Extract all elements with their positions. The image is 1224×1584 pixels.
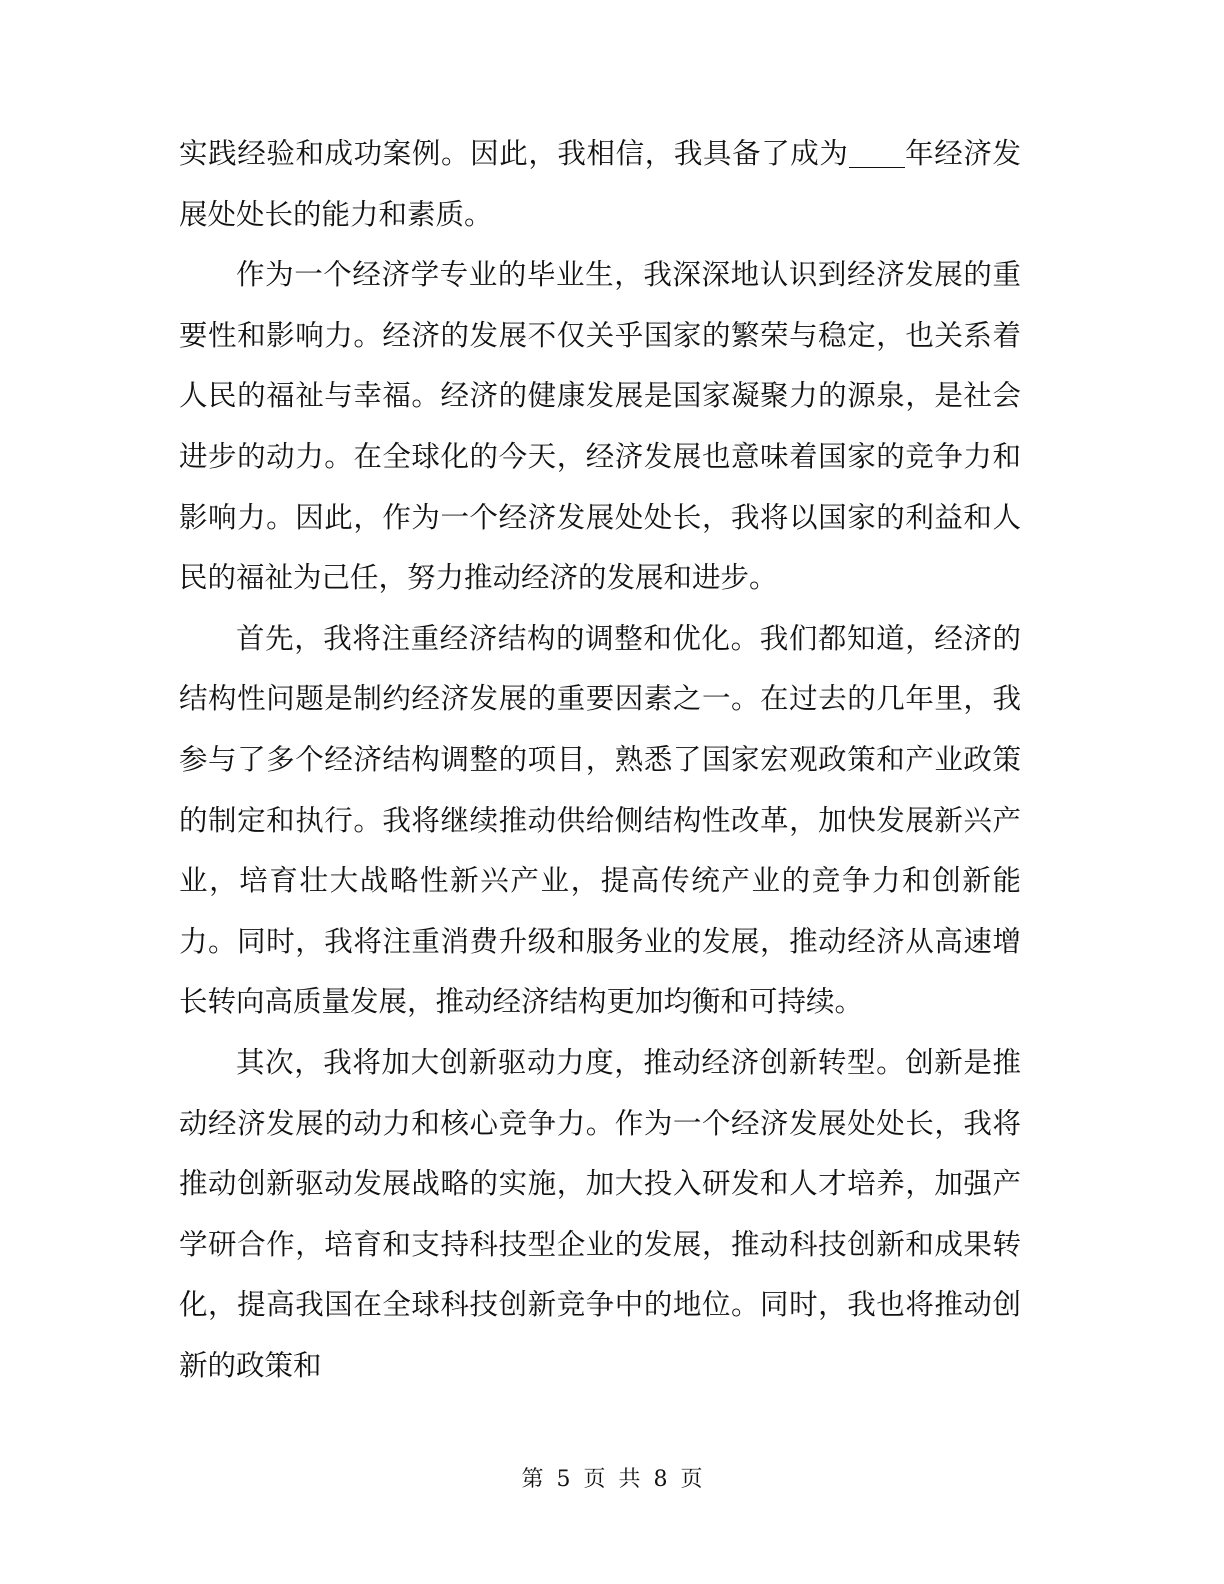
fill-in-blank [849,139,905,169]
paragraph-innovation: 其次，我将加大创新驱动力度，推动经济创新转型。创新是推动经济发展的动力和核心竞争力。作为一个经济发展处处长，我将推动创新驱动发展战略的实施，加大投入研发和人才培养，加强产学研合作，培育和支持科技型企业的发展，推动科技创新和成果转化，提高我国在全球科技创新竞争中的地位。同时，我也将推动创新的政策和 [179,1045,1021,1382]
paragraph-economics-importance: 作为一个经济学专业的毕业生，我深深地认识到经济发展的重要性和影响力。经济的发展不仅关乎国家的繁荣与稳定，也关系着人民的福祉与幸福。经济的健康发展是国家凝聚力的源泉，是社会进步的动力。在全球化的今天，经济发展也意味着国家的竞争力和影响力。因此，作为一个经济发展处处长，我将以国家的利益和人民的福祉为己任，努力推动经济的发展和进步。 [179,258,1021,595]
paragraph-structure-adjustment: 首先，我将注重经济结构的调整和优化。我们都知道，经济的结构性问题是制约经济发展的重要因素之一。在过去的几年里，我参与了多个经济结构调整的项目，熟悉了国家宏观政策和产业政策的制定和执行。我将继续推动供给侧结构性改革，加快发展新兴产业，培育壮大战略性新兴产业，提高传统产业的竞争力和创新能力。同时，我将注重消费升级和服务业的发展，推动经济从高速增长转向高质量发展，推动经济结构更加均衡和可持续。 [179,621,1021,1019]
page-number-footer: 第 5 页 共 8 页 [521,1467,703,1492]
paragraph-text-after-blank: 年经济发展处处长的能力和素质。 [179,137,1021,231]
paragraph-continuation [179,124,1021,245]
document-body [179,124,1021,1396]
paragraph-text-before-blank: 实践经验和成功案例。因此，我相信，我具备了成为 [179,137,849,170]
